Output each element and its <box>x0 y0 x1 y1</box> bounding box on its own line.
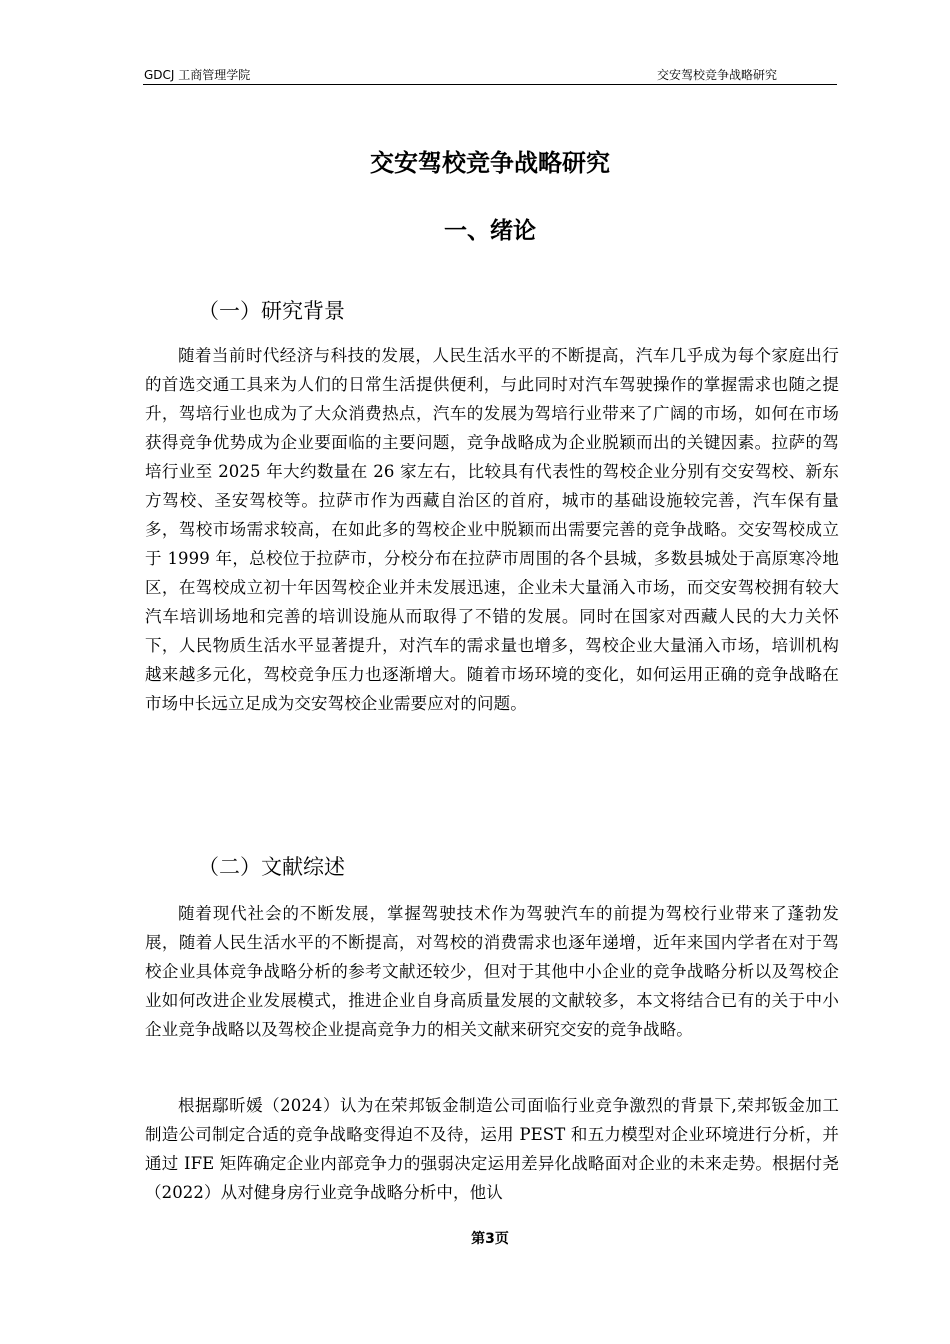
paragraph-literature-1: 随着现代社会的不断发展，掌握驾驶技术作为驾驶汽车的前提为驾校行业带来了蓬勃发展，随着人民生活水平的不断提高，对驾校的消费需求也逐年递增，近年来国内学者在对于驾校企业具体竞争战略分析的参考文献还较少，但对于其他中小企业的竞争战略分析以及驾校企业如何改进企业发展模式，推进企业自身高质量发展的文献较多，本文将结合已有的关于中小企业竞争战略以及驾校企业提高竞争力的相关文献来研究交安的竞争战略。 <box>145 904 839 1039</box>
paragraph-background: 随着当前时代经济与科技的发展，人民生活水平的不断提高，汽车几乎成为每个家庭出行的首选交通工具来为人们的日常生活提供便利，与此同时对汽车驾驶操作的掌握需求也随之提升，驾培行业也成为了大众消费热点，汽车的发展为驾培行业带来了广阔的市场，如何在市场获得竞争优势成为企业要面临的主要问题，竞争战略成为企业脱颖而出的关键因素。拉萨的驾培行业至 2025 年大约数量在 26 家左右，比较具有代表性的驾校企业分别有交安驾校、新东方驾校、圣安驾校等。拉萨市作为西藏自治区的首府，城市的基础设施较完善，汽车保有量多，驾校市场需求较高，在如此多的驾校企业中脱颖而出需要完善的竞争战略。交安驾校成立于 1999 年，总校位于拉萨市，分校分布在拉萨市周围的各个县城，多数县城处于高原寒冷地区，在驾校成立初十年因驾校企业并未发展迅速，企业未大量涌入市场，而交安驾校拥有较大汽车培训场地和完善的培训设施从而取得了不错的发展。同时在国家对西藏人民的大力关怀下，人民物质生活水平显著提升，对汽车的需求量也增多，驾校企业大量涌入市场，培训机构越来越多元化，驾校竞争压力也逐渐增大。随着市场环境的变化，如何运用正确的竞争战略在市场中长远立足成为交安驾校企业需要应对的问题。 <box>145 346 839 713</box>
section-heading-background: （一）研究背景 <box>198 299 345 323</box>
section-heading-literature: （二）文献综述 <box>198 855 345 879</box>
header-institution: GDCJ 工商管理学院 <box>144 68 251 82</box>
chapter-heading: 一、绪论 <box>444 218 536 244</box>
document-title: 交安驾校竞争战略研究 <box>370 149 610 177</box>
page-number: 第3页 <box>471 1231 509 1247</box>
header-running-title: 交安驾校竞争战略研究 <box>656 68 777 82</box>
page-header <box>143 66 837 85</box>
paragraph-literature-2: 根据鄢昕媛（2024）认为在荣邦钣金制造公司面临行业竞争激烈的背景下,荣邦钣金加工制造公司制定合适的竞争战略变得迫不及待，运用 PEST 和五力模型对企业环境进行分析，并通过 IFE 矩阵确定企业内部竞争力的强弱决定运用差异化战略面对企业的未来走势。根据付尧（2022）从对健身房行业竞争战略分析中，他认 <box>145 1096 839 1202</box>
